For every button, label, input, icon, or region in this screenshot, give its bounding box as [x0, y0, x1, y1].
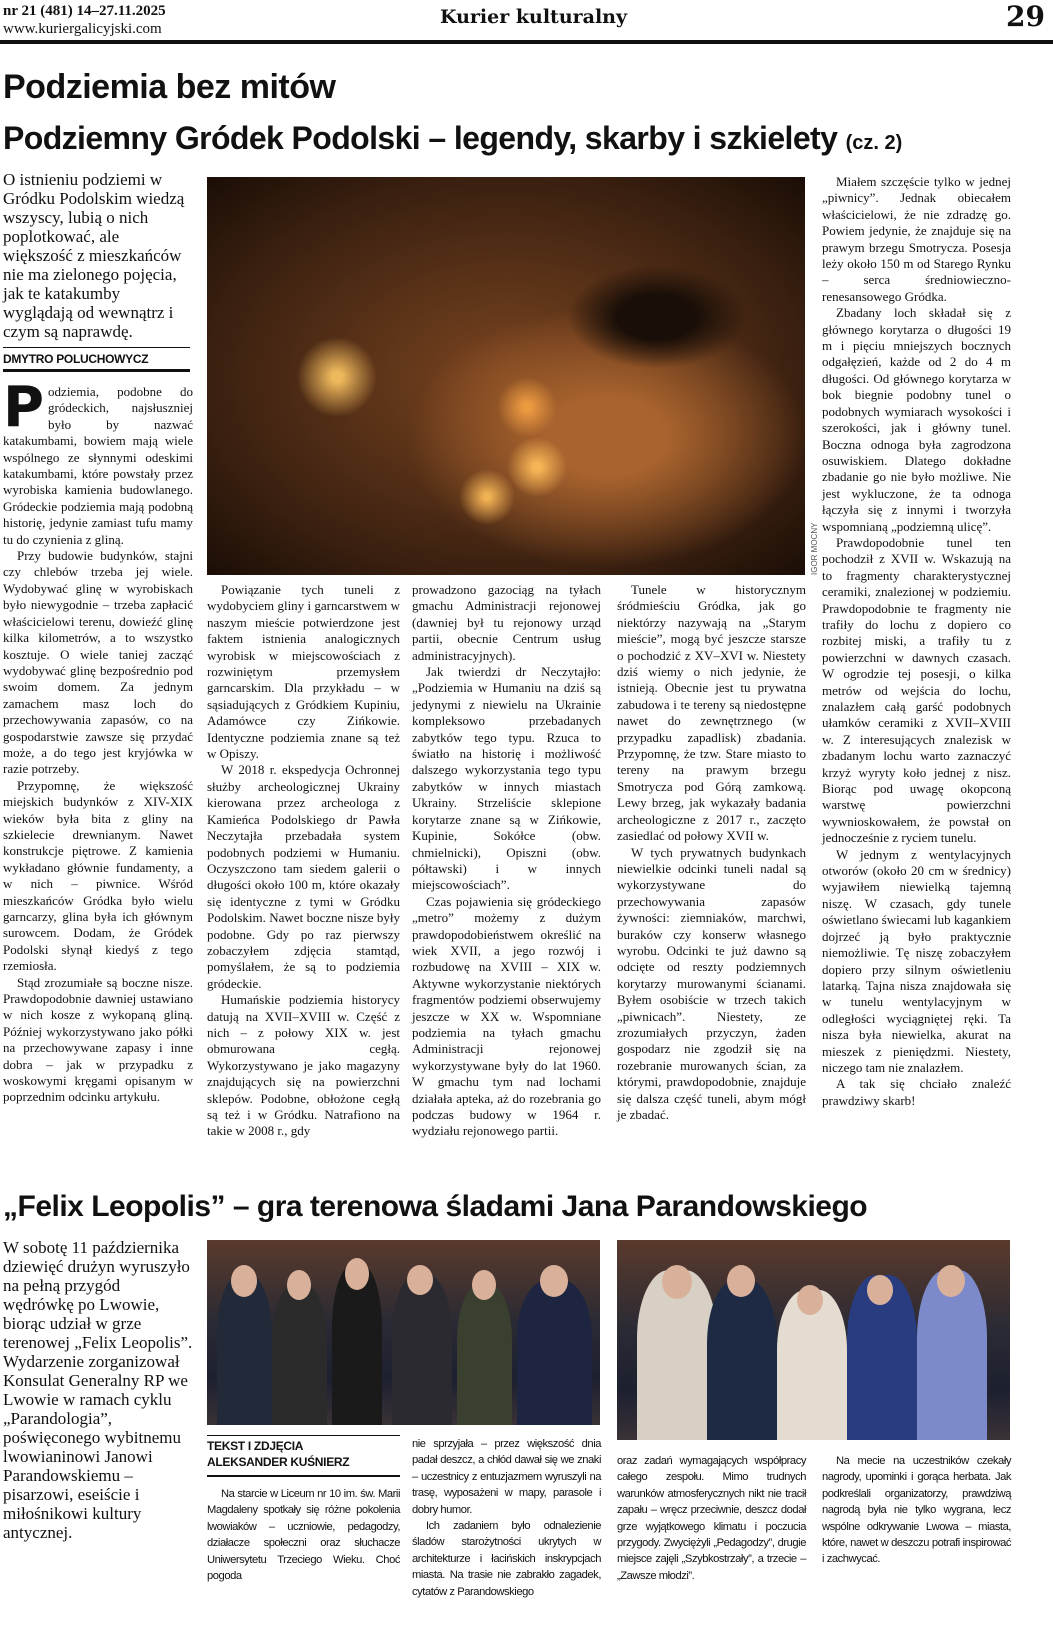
article-column-5: [822, 174, 1011, 1109]
article-lead: O istnieniu podziemi w Gródku Podolskim wiedzą wszyscy, lubią o nich poplotkować, ale większość z mieszkańców nie ma zielonego pojęcia, jak te katakumby wyglądają od wewnątrz i czym są naprawdę.: [3, 170, 185, 341]
article2-byline: [207, 1435, 400, 1477]
article2-column-1: [207, 1486, 400, 1584]
paragraph: Jak twierdzi dr Neczytajło: „Podziemia w Humaniu na dziś są jedynymi z niewielu na Ukrainie kompleksowo przebadanych zabytków tego typu. Rzuca to światło na historię i możliwość dalszego wykorzystania tego typu zabytków w innych miastach Ukrainy. Strzeliście sklepione korytarze znane są w Zińkowie, Kupinie, Sokółce (obw. chmielnicki), Opiszni (obw. półtawski) i w innych miejscowościach”.: [412, 664, 601, 893]
paragraph: W 2018 r. ekspedycja Ochronnej służby archeologicznej Ukrainy kierowana przez archeologa z Kamieńca Podolskiego dr Pawła Neczytajła przebadała system podobnych podziemi w Humaniu. Oczyszczono tam siedem galerii o długości około 100 m, które okazały się identyczne z tymi w Gródku Podolskim. Nawet boczne nisze były podobne. Gdy po raz pierwszy zobaczyłem zdjęcia stamtąd, pomyślałem, że są to podziemia gródeckie.: [207, 762, 400, 991]
article2-column-2: [412, 1436, 601, 1600]
paragraph: odziemia, podobne do gródeckich, najsłuszniej było by nazwać katakumbami, bowiem mają wiele wspólnego ze słynnymi odeskimi katakumbami, które powstały przez wyrobiska kamienia budowlanego. Gródeckie podziemia mają podobną historię, jedynie zamiast tufu mamy tu do czynienia z gliną.: [3, 384, 193, 547]
article2-title: „Felix Leopolis” – gra terenowa śladami Jana Parandowskiego: [3, 1190, 868, 1223]
article2-column-4: [822, 1453, 1011, 1568]
author-byline: DMYTRO POLUCHOWYCZ: [3, 347, 190, 372]
paragraph: Humańskie podziemia historycy datują na XVII–XVIII w. Część z nich – z połowy XIX w. jest obmurowana cegłą. Wykorzystywano je jako magazyny znajdujących się na powierzchni sklepów. Podobne, obłożone cegłą są też i w Gródku. Natrafiono na takie w 2008 r., gdy: [207, 992, 400, 1139]
article-title: [3, 120, 1048, 157]
article-kicker: Podziemia bez mitów: [3, 68, 336, 106]
left-column: [3, 170, 193, 1106]
paragraph: Na mecie na uczestników czekały nagrody, upominki i gorąca herbata. Jak podkreślali organizatorzy, prawdziwą nagrodą była nie tylko wygrana, lecz wspólne odkrywanie Lwowa – miasta, które, nawet w deszczu potrafi inspirować i zachwycać.: [822, 1455, 1011, 1566]
section-name: Kurier kulturalny: [440, 6, 628, 28]
header-rule: [0, 40, 1053, 44]
paragraph: W tych prywatnych budynkach niewielkie odcinki tuneli nadal są wykorzystywane do przechowywania zapasów żywności: ziemniaków, marchwi, buraków czy konserw własnego wyrobu. Odcinki te już dawno są odcięte od reszty podziemnych korytarzy murowanymi ścianami. Byłem osobiście w trzech takich „piwnicach”. Niestety, ze zrozumiałych przyczyn, żaden gospodarz nie zgodził się na rozebranie murowanych ścian, za którymi, prawdopodobnie, znajduje się dalsza część tuneli, abym mógł je zbadać.: [617, 844, 806, 1122]
website-link[interactable]: www.kuriergalicyjski.com: [3, 21, 162, 37]
page-number: 29: [1006, 0, 1045, 33]
paragraph: Prawdopodobnie tunel ten pochodził z XVII w. Wskazują na to fragmenty charakterystycznej ceramiki, znalezionej w podziemiu. Prawdopodobnie te fragmenty nie trafiły do lochu z dopiero co rozbitej miski, a trafiły tu z powierzchni w dawnych czasach. W ogrodzie tej posesji, o kilka metrów od wejścia do lochu, znalazłem całą garść podobnych ułamków ceramiki z XVII–XVIII w. Z interesujących znalezisk w zbadanym lochu warto zaznaczyć krzyż wyryty koło jednej z nisz. Biorąc pod uwagę okopconą warstwę powierzchni wywnioskowałem, że powstał on jednocześnie z ryciem tunelu.: [822, 534, 1011, 846]
group-photo-2: [617, 1240, 1010, 1440]
author-name: ALEKSANDER KUŚNIERZ: [207, 1455, 350, 1469]
issue-number: nr 21 (481) 14–27.11.2025: [3, 3, 166, 19]
article-column-2: [207, 582, 400, 1140]
paragraph: Zbadany loch składał się z głównego korytarza o długości 19 m i pięciu mniejszych bocznych odgałęzień, każde od 2 do 4 m długości. Od głównego korytarza w bok biegnie podobny tunel o podobnych wymiarach wysokości i szerokości, jak i główny tunel. Boczna odnoga była zagrodzona osuwiskiem. Dlatego dokładne zbadanie go nie było możliwe. Nie jest wykluczone, że ta odnoga łączyła się z innymi i tworzyła wspomnianą „podziemną ulicę”.: [822, 305, 1011, 534]
article-part: (cz. 2): [845, 132, 903, 154]
article-column-1: [3, 375, 193, 1106]
paragraph: W jednym z wentylacyjnych otworów (około 20 cm w średnicy) wyjawiłem niewielką tajemną niszę. W czasach, gdy tunele oświetlano świecami lub kagankiem dojrzeć ją było praktycznie niemożliwie. Tę niszę zobaczyłem dopiero przy silnym oświetleniu latarką. Tajna nisza znajdowała się w tunelu wentylacyjnym w odległości wyciągniętej ręki. Ta nisza była niewielka, akurat na mieszek z pieniędzmi. Niestety, niczego tam nie znalazłem.: [822, 846, 1011, 1075]
paragraph: oraz zadań wymagających współpracy całego zespołu. Mimo trudnych warunków atmosferycznych nikt nie tracił zapału – wręcz przeciwnie, deszcz dodał grze wyjątkowego klimatu i poczucia przygody. Zwyciężyli „Pedagodzy”, drugie miejsce zajęli „Szybkostrzały”, a trzecie – „Zawsze młodzi”.: [617, 1455, 806, 1582]
cave-photo: [207, 177, 805, 575]
drop-cap: P: [3, 375, 45, 440]
article-column-4: [617, 582, 806, 1123]
paragraph: Na starcie w Liceum nr 10 im. św. Marii Magdaleny spotkały się różne pokolenia lwowiaków – uczniowie, pedagodzy, działacze społeczni oraz słuchacze Uniwersytetu Trzeciego Wieku. Choć pogoda: [207, 1488, 400, 1583]
group-photo-1: [207, 1240, 600, 1425]
paragraph: Przy budowie budynków, stajni czy chlebów trzeba jej wiele. Wydobywać glinę w wyrobiskach było niewygodnie – trzeba zapłacić właścicielowi terenu, dowieźć glinę kilka kilometrów, a to wszystko kosztuje. O wiele taniej zacząć wydobywać glinę bezpośrednio pod swoim domem. Za jednym zamachem masz loch do przechowywania zapasów, co na gospodarstwie zawsze się przydać może, a do tego jest kryjówka w razie potrzeby.: [3, 548, 193, 777]
byline-label: TEKST I ZDJĘCIA: [207, 1439, 304, 1453]
paragraph: A tak się chciało znaleźć prawdziwy skarb!: [822, 1076, 1011, 1108]
paragraph: Miałem szczęście tylko w jednej „piwnicy”. Jednak obiecałem właścicielowi, że nie zdradzę go. Powiem jedynie, że znajduje się na prawym brzegu Smotrycza. Posesja leży około 150 m od Starego Rynku – serca średniowieczno-renesansowego Gródka.: [822, 174, 1011, 304]
paragraph: Tunele w historycznym śródmieściu Gródka, jak go niektórzy nazywają na „Starym mieście”, mogą być jeszcze starsze o pochodzić z XV–XVI w. Niestety dziś wiemy o nich jedynie, że istnieją. Obecnie jest tu prywatna zabudowa i te tereny są niedostępne nawet do zewnętrznego (w przypadku zapadlisk) zbadania. Przypomnę, że tzw. Stare miasto to tereny na prawym brzegu Smotrycza pod Górą zamkową. Lewy brzeg, jak wykazały badania archeologiczne z 2017 r., zaczęto zasiedlać od połowy XVII w.: [617, 582, 806, 844]
article-title-text: Podziemny Gródek Podolski – legendy, skarby i szkielety: [3, 120, 838, 156]
paragraph: Czas pojawienia się gródeckiego „metro” możemy z dużym prawdopodobieństwem określić na wiek XVII, a jego rozwój i rozbudowę na XVIII – XIX w. Aktywne wykorzystanie niektórych fragmentów podziemi obserwujemy jeszcze w XX w. Wspomniane podziemia na tyłach gmachu Administracji rejonowej wykorzystywane były do lat 1960. W gmachu tym nad lochami działała apteka, aż do rozebrania go podczas budowy w 1964 r. wydziału rejonowego partii.: [412, 893, 601, 1139]
paragraph: Stąd zrozumiałe są boczne nisze. Prawdopodobnie dawniej ustawiano w nich kosze z wykopaną gliną. Później wykorzystywano jako półki na przechowywane zapasy i inne dobra – jak w przypadku z woskowymi kręgami opisanym w poprzednim odcinku artykułu.: [3, 974, 193, 1105]
article2-column-3: [617, 1453, 806, 1584]
paragraph: Przypomnę, że większość miejskich budynków z XIV-XIX wieków była bita z gliny na szkielecie drewnianym. Nawet konstrukcje piętrowe. Z kamienia wykładano głównie fundamenty, a w nich – piwnice. Wśród mieszkańców Gródka było wielu garncarzy, glina była ich głównym surowcem. Dodam, że Gródek Podolski słynął kiedyś z tego rzemiosła.: [3, 777, 193, 974]
paragraph: prowadzono gazociąg na tyłach gmachu Administracji rejonowej (dawniej był tu rejonowy urząd partii, obecnie Centrum usług administracyjnych).: [412, 582, 601, 663]
paragraph: Powiązanie tych tuneli z wydobyciem gliny i garncarstwem w naszym mieście potwierdzone jest faktem istnienia analogicznych wyrobisk w miejscowościach z rozwiniętym przemysłem garncarskim. Dla przykładu – w sąsiadujących z Gródkiem Kupiniu, Adamówce czy Zińkowie. Identyczne podziemia znane są też w Opiszy.: [207, 582, 400, 762]
article2-lead: W sobotę 11 października dziewięć drużyn wyruszyło na pełną przygód wędrówkę po Lwowie, biorąc udział w grze terenowej „Felix Leopolis”. Wydarzenie zorganizował Konsulat Generalny RP we Lwowie w ramach cyklu „Parandologia”, poświęconego wybitnemu lwowianinowi Janowi Parandowskiemu – pisarzowi, eseiście i miłośnikowi kultury antycznej.: [3, 1238, 193, 1542]
photo-credit: IGOR MOCNY: [810, 522, 819, 575]
issue-info: [3, 2, 166, 38]
article-column-3: [412, 582, 601, 1140]
paragraph: nie sprzyjała – przez większość dnia padał deszcz, a chłód dawał się we znaki – uczestnicy z entuzjazmem wyruszyli na trasę, wyposażeni w mapy, parasole i dobry humor.: [412, 1438, 601, 1516]
paragraph: Ich zadaniem było odnalezienie śladów starożytności ukrytych w architekturze i łacińskich inskrypcjach miasta. Na trasie nie zabrakło zagadek, cytatów z Parandowskiego: [412, 1520, 601, 1598]
